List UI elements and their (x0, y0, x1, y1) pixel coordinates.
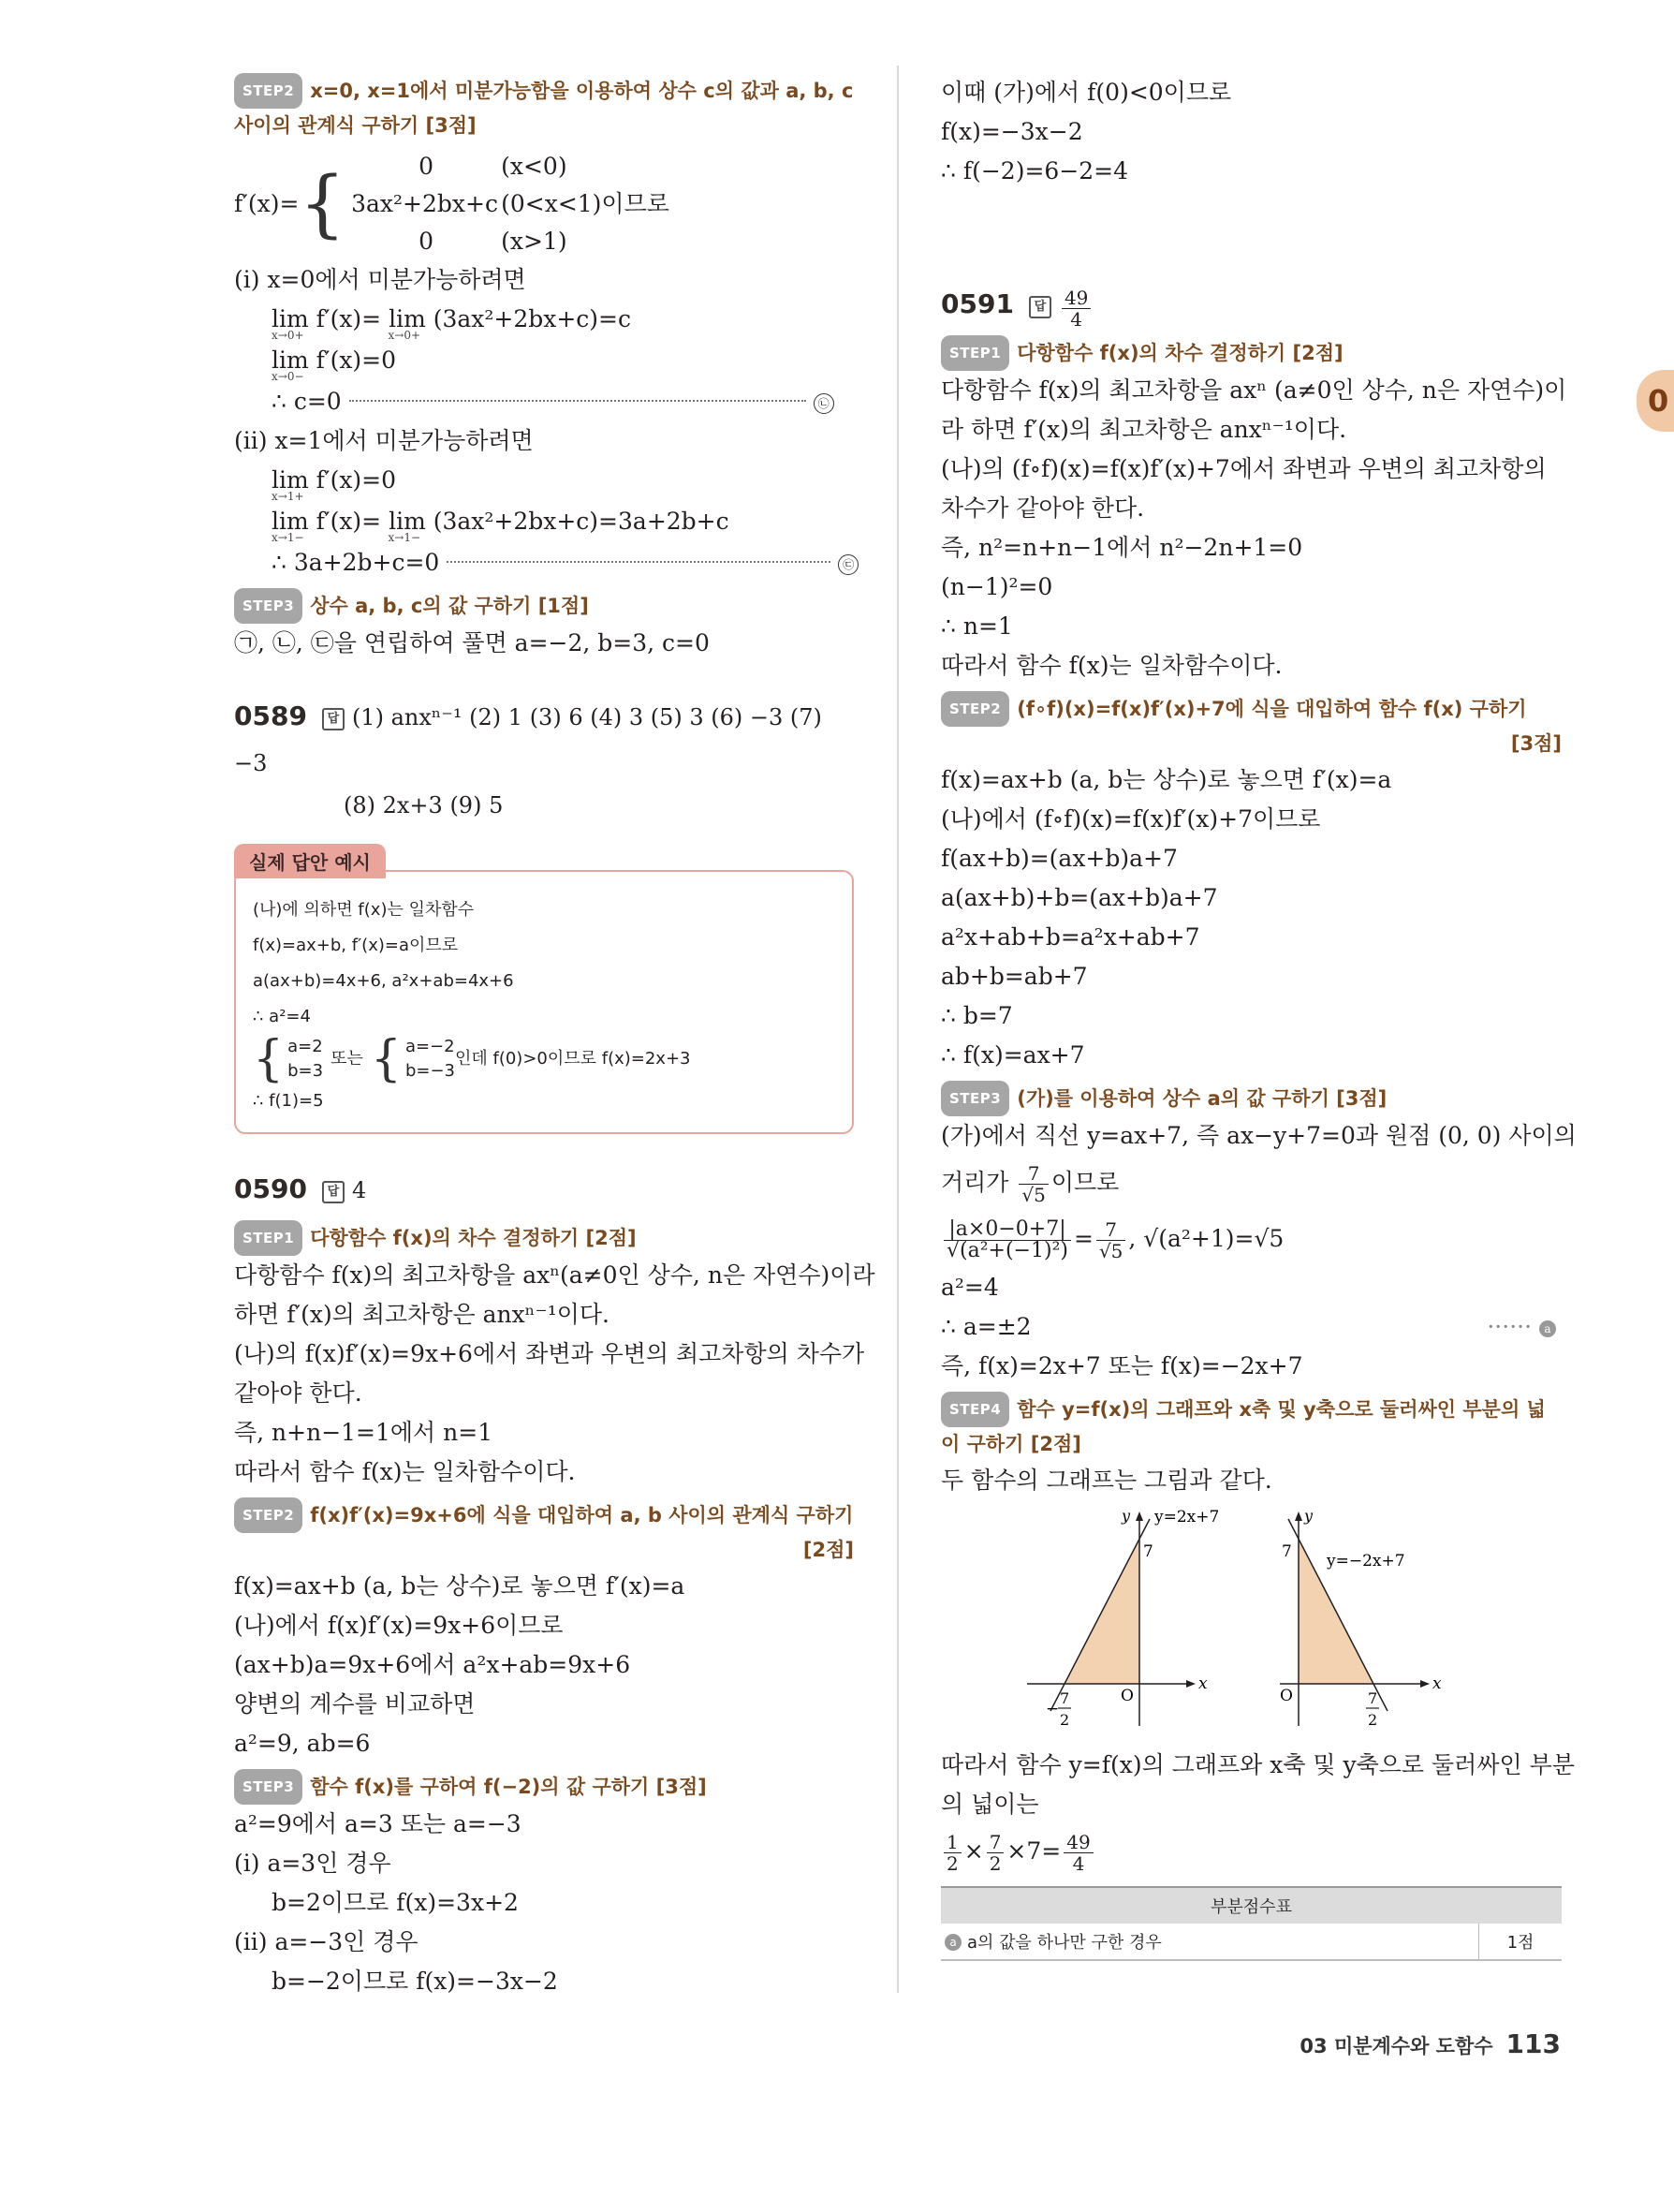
text-line: a²=9, ab=6 (234, 1730, 371, 1757)
origin-label: O (1120, 1687, 1134, 1705)
text-line: 즉, n²=n+n−1에서 n²−2n+1=0 (941, 534, 1303, 561)
piece-cond: (x<0) (501, 153, 567, 180)
piece-cond: (x>1) (501, 228, 567, 255)
limit-subscript: x→1+ (272, 490, 304, 503)
text-line: 다항함수 f(x)의 최고차항을 axⁿ(a≠0인 상수, n은 자연수)이라 (234, 1261, 875, 1289)
y-axis-arrow (1295, 1512, 1302, 1521)
problem-0590-header (234, 1168, 854, 1215)
answer-icon: 답 (322, 1181, 345, 1203)
chapter-edge-tab: 0 (1637, 370, 1674, 432)
text-line: f(x)=ax+b (a, b는 상수)로 놓으면 f′(x)=a (941, 766, 1392, 793)
text-line: 다항함수 f(x)의 최고차항을 axⁿ (a≠0인 상수, n은 자연수)이 (941, 376, 1567, 404)
text-line: f(x)=ax+b (a, b는 상수)로 놓으면 f′(x)=a (234, 1572, 685, 1600)
text-line: (나)에서 f(x)f′(x)=9x+6이므로 (234, 1612, 564, 1639)
p0590-step2-header: STEP2 f(x)f′(x)=9x+6에 식을 대입하여 a, b 사이의 관계식 구하기 [2점] (234, 1497, 854, 1567)
y-axis-label: y (1121, 1507, 1130, 1525)
circled-mark: ㉡ (814, 393, 834, 414)
text-line: a²=4 (941, 1274, 999, 1301)
limit-subscript: x→1− x→1− (272, 531, 421, 544)
origin-label: O (1279, 1687, 1293, 1705)
area-calculation: $\frac{1}{2}$ × $\frac{7}{2}$ ×7= $\frac{49}{4}$ (941, 1824, 1562, 1879)
column-divider (897, 66, 899, 1993)
text-line: 하면 f′(x)의 최고차항은 anxⁿ⁻¹이다. (234, 1301, 609, 1328)
text-line: 두 함수의 그래프는 그림과 같다. (941, 1467, 1272, 1494)
piece-expr: 0 (418, 228, 434, 255)
text-line: (ⅱ) a=−3인 경우 (234, 1928, 418, 1955)
x-axis-arrow (1420, 1680, 1430, 1688)
case-i-title: (ⅰ) x=0에서 미분가능하려면 (234, 266, 526, 293)
text-line: (나)의 f(x)f′(x)=9x+6에서 좌변과 우변의 최고차항의 차수가 (234, 1340, 865, 1367)
partial-score-table (941, 1886, 1562, 1961)
case-ii-title: (ⅱ) x=1에서 미분가능하려면 (234, 427, 534, 454)
handwritten-system: { a=2 b=3 또는 { a=−2 b=−3 인데 f(0)>0이므로 f(x)=2x+3 (253, 1031, 691, 1087)
text-line: 의 넓이는 (941, 1791, 1039, 1818)
text-line: 라 하면 f′(x)의 최고차항은 anxⁿ⁻¹이다. (941, 416, 1347, 443)
handwritten-line: ∴ a²=4 (253, 1007, 311, 1026)
piece-expr: 3ax²+2bx+c (351, 190, 498, 217)
text-line: ab+b=ab+7 (941, 963, 1088, 990)
text-line: (ⅰ) a=3인 경우 (234, 1850, 391, 1877)
text-line: ∴ a=±2 ······ a (941, 1307, 1562, 1347)
text-line: a²x+ab+b=a²x+ab+7 (941, 923, 1200, 951)
distance-formula: $\frac{|a\times 0-0+7|}{\text{√(a²+(−1)²)}}$ = $\frac{7}{√5}$ , √(a²+1)=√5 (941, 1210, 1562, 1268)
piecewise-derivative (234, 148, 854, 260)
x-intercept-den: 2 (1059, 1711, 1069, 1729)
x-axis-label: x (1197, 1674, 1208, 1693)
text-line: 양변의 계수를 비교하면 (234, 1690, 476, 1718)
line-equation: y=−2x+7 (1326, 1552, 1405, 1571)
distance-line: 거리가 $\frac{7}{√5}$ 이므로 (941, 1162, 1120, 1206)
limit-line: lim f′(x)=0 (272, 347, 397, 374)
handwritten-line: (나)에 의하면 f(x)는 일차함수 (253, 900, 475, 920)
p0590-step1-header: STEP1 다항함수 f(x)의 차수 결정하기 [2점] (234, 1220, 854, 1256)
x-axis-label: x (1432, 1674, 1442, 1693)
circled-mark: ㉢ (838, 554, 859, 575)
x-axis-arrow (1186, 1680, 1196, 1688)
answer-icon: 답 (322, 708, 345, 730)
text-line: 즉, f(x)=2x+7 또는 f(x)=−2x+7 (941, 1352, 1303, 1379)
text-line: 따라서 함수 f(x)는 일차함수이다. (941, 652, 1283, 679)
text-line: 차수가 같아야 한다. (941, 494, 1145, 522)
piecewise-rows (351, 148, 669, 260)
graph-y-2x-plus-7 (1027, 1506, 1242, 1740)
result-line: ∴ c=0 ㉡ (234, 382, 854, 421)
left-column (234, 73, 875, 2001)
step-text: 상수 a, b, c의 값 구하기 [1점] (310, 595, 589, 617)
limit-line: lim f′(x)= lim (3ax²+2bx+c)=c (272, 305, 632, 332)
partial-score-mark: a (1539, 1320, 1556, 1337)
text-line: a(ax+b)+b=(ax+b)a+7 (941, 884, 1218, 911)
graphs-area (941, 1506, 1562, 1740)
answer: 4 (351, 1177, 367, 1203)
limit-line: lim f′(x)=0 (272, 466, 397, 494)
text-line: b=−2이므로 f(x)=−3x−2 (272, 1968, 558, 1995)
step3-header (234, 588, 854, 624)
limit-subscript: x→0− (272, 370, 304, 383)
handwritten-line: ∴ f(1)=5 (253, 1091, 324, 1111)
left-brace: { (299, 162, 346, 246)
limit-subscript: x→0+ x→0+ (272, 329, 421, 342)
text-line: 즉, n+n−1=1에서 n=1 (234, 1419, 493, 1446)
x-intercept-den: 2 (1367, 1711, 1377, 1729)
text-line: 이때 (가)에서 f(0)<0이므로 (941, 79, 1232, 106)
sample-answer-box (234, 851, 854, 1134)
text-line: ∴ f(−2)=6−2=4 (941, 157, 1129, 184)
step4-header: STEP4 함수 y=f(x)의 그래프와 x축 및 y축으로 둘러싸인 부분의 넓이 구하기 [2점] (941, 1392, 1562, 1461)
text-line: (ax+b)a=9x+6에서 a²x+ab=9x+6 (234, 1651, 631, 1678)
text-line: b=2이므로 f(x)=3x+2 (272, 1889, 519, 1916)
problem-number: 0589 (234, 700, 307, 731)
step-badge: STEP2 (234, 73, 302, 109)
piecewise-lhs: f′(x)= (234, 190, 300, 217)
text-line: ∴ f(x)=ax+7 (941, 1041, 1085, 1069)
answer-icon: 답 (1029, 296, 1051, 318)
result-line: ∴ 3a+2b+c=0 ㉢ (234, 543, 854, 582)
y-intercept-label: 7 (1142, 1542, 1153, 1561)
text-line: (가)에서 직선 y=ax+7, 즉 ax−y+7=0과 원점 (0, 0) 사이의 (941, 1122, 1577, 1149)
problem-0591-header (941, 283, 1562, 330)
fraction: $\frac{7}{√5}$ (1096, 1219, 1125, 1261)
text-line: a²=9에서 a=3 또는 a=−3 (234, 1810, 521, 1837)
solution-line: ㉠, ㉡, ㉢을 연립하여 풀면 a=−2, b=3, c=0 (234, 629, 710, 656)
piece-cond: (0<x<1)이므로 (501, 190, 669, 217)
text-line: ∴ b=7 (941, 1002, 1013, 1029)
text-line: (나)에서 (f∘f)(x)=f(x)f′(x)+7이므로 (941, 805, 1321, 833)
neg-sign: − (1045, 1700, 1059, 1718)
step1-header: STEP1 다항함수 f(x)의 차수 결정하기 [2점] (941, 335, 1562, 371)
step3-header: STEP3 (가)를 이용하여 상수 a의 값 구하기 [3점] (941, 1081, 1562, 1116)
text-line: f(ax+b)=(ax+b)a+7 (941, 845, 1178, 872)
score-table-title: 부분점수표 (941, 1887, 1562, 1924)
step-badge: STEP3 (234, 588, 302, 624)
problem-0589-header (234, 695, 854, 788)
y-axis-arrow (1136, 1512, 1143, 1521)
y-intercept-label: 7 (1281, 1542, 1292, 1561)
y-axis-label: y (1303, 1507, 1313, 1525)
answer-list-cont: (8) 2x+3 (9) 5 (344, 792, 504, 818)
page-footer (1300, 2028, 1561, 2059)
x-intercept-num: 7 (1367, 1689, 1377, 1707)
x-intercept-num: 7 (1059, 1689, 1069, 1707)
problem-number: 0590 (234, 1173, 307, 1204)
text-line: 따라서 함수 f(x)는 일차함수이다. (234, 1458, 576, 1485)
p0590-step3-header: STEP3 함수 f(x)를 구하여 f(−2)의 값 구하기 [3점] (234, 1769, 854, 1805)
piece-expr: 0 (418, 153, 434, 180)
text-line: (나)의 (f∘f)(x)=f(x)f′(x)+7에서 좌변과 우변의 최고차항의 (941, 455, 1547, 482)
text-line: 같아야 한다. (234, 1379, 362, 1407)
text-line: f(x)=−3x−2 (941, 118, 1083, 145)
text-line: (n−1)²=0 (941, 573, 1053, 600)
text-line: ∴ n=1 (941, 612, 1013, 640)
text-line: 따라서 함수 y=f(x)의 그래프와 x축 및 y축으로 둘러싸인 부분 (941, 1751, 1575, 1778)
chapter-title: 03 미분계수와 도함수 (1300, 2035, 1493, 2057)
sample-answer-title: 실제 답안 예시 (234, 844, 386, 878)
line-equation: y=2x+7 (1153, 1508, 1219, 1526)
right-column (941, 73, 1577, 1961)
answer-list: (1) anxⁿ⁻¹ (2) 1 (3) 6 (4) 3 (5) 3 (6) −3 (7) −3 (234, 704, 822, 776)
limit-line: lim f′(x)= lim (3ax²+2bx+c)=3a+2b+c (272, 508, 729, 535)
fraction: $\frac{7}{√5}$ (1019, 1163, 1048, 1205)
step2-header (234, 73, 854, 142)
score-row-label: a a의 값을 하나만 구한 경우 (941, 1924, 1479, 1960)
fraction: $\frac{|a\times 0-0+7|}{\text{√(a²+(−1)²)}}$ (944, 1219, 1071, 1261)
step-text: x=0, x=1에서 미분가능함을 이용하여 상수 c의 값과 a, b, c 사이의 관계식 구하기 [3점] (234, 80, 854, 137)
step2-header: STEP2 (f∘f)(x)=f(x)f′(x)+7에 식을 대입하여 함수 f(x) 구하기 [3점] (941, 691, 1562, 760)
handwritten-line: a(ax+b)=4x+6, a²x+ab=4x+6 (253, 971, 514, 991)
score-row-value: 1점 (1479, 1924, 1563, 1960)
problem-number: 0591 (941, 288, 1014, 319)
answer-fraction: $\frac{49}{4}$ (1062, 288, 1091, 330)
graph-y-neg-2x-plus-7 (1261, 1506, 1476, 1740)
page-number: 113 (1505, 2028, 1561, 2059)
handwritten-line: f(x)=ax+b, f′(x)=a이므로 (253, 936, 459, 955)
